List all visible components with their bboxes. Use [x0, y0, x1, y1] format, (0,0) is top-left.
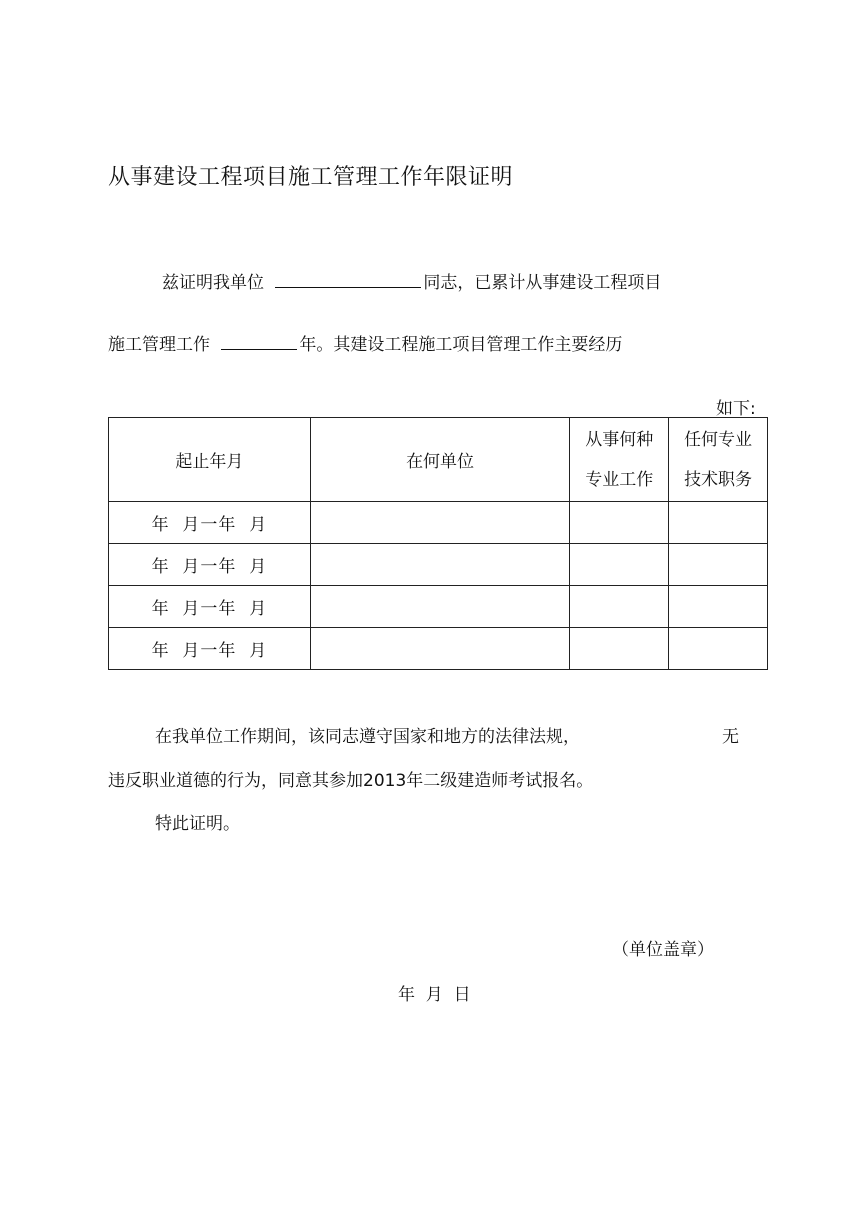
row-unit[interactable]: [310, 628, 570, 670]
header-work-line-2: 专业工作: [585, 469, 654, 490]
table-row: [109, 502, 768, 544]
document-title: 从事建设工程项目施工管理工作年限证明: [108, 165, 514, 190]
row-period: 年 月一年 月: [109, 544, 311, 586]
row-title[interactable]: [669, 544, 768, 586]
row-title[interactable]: [669, 628, 768, 670]
intro-line-2: [108, 330, 622, 355]
intro-line-3: 如下:: [716, 399, 756, 419]
row-work[interactable]: [570, 586, 669, 628]
row-work[interactable]: [570, 544, 669, 586]
intro-line-2-prefix: 施工管理工作: [108, 335, 210, 355]
header-unit: 在何单位: [310, 418, 570, 502]
header-title-line-1: 任何专业: [684, 429, 753, 450]
intro-line-1-mid: 同志，已累计从事建设工程项目: [423, 273, 662, 293]
header-work-line-1: 从事何种: [585, 429, 654, 450]
body-line-1: 在我单位工作期间，该同志遵守国家和地方的法律法规，: [155, 727, 580, 747]
row-unit[interactable]: [310, 544, 570, 586]
name-blank-field[interactable]: [275, 269, 421, 288]
intro-line-1: [162, 268, 661, 293]
intro-line-1-prefix: 兹证明我单位: [162, 273, 264, 293]
header-work-type: [570, 418, 669, 502]
table-row: [109, 586, 768, 628]
row-unit[interactable]: [310, 502, 570, 544]
row-title[interactable]: [669, 586, 768, 628]
table-row: [109, 628, 768, 670]
row-work[interactable]: [570, 502, 669, 544]
body-line-1-end: 无: [722, 727, 739, 747]
years-blank-field[interactable]: [221, 331, 297, 350]
row-work[interactable]: [570, 628, 669, 670]
row-period: 年 月一年 月: [109, 628, 311, 670]
table-row: [109, 544, 768, 586]
work-history-table: [108, 417, 768, 670]
header-title-line-2: 技术职务: [684, 469, 753, 490]
intro-line-2-suffix: 年。其建设工程施工项目管理工作主要经历: [299, 335, 623, 355]
seal-label: （单位盖章）: [612, 940, 714, 960]
header-tech-title: [669, 418, 768, 502]
closing-statement: 特此证明。: [155, 814, 240, 834]
header-period: 起止年月: [109, 418, 311, 502]
body-line-2: 违反职业道德的行为，同意其参加2013年二级建造师考试报名。: [108, 771, 594, 791]
row-period: 年 月一年 月: [109, 586, 311, 628]
table-header-row: [109, 418, 768, 502]
date-line: 年 月 日: [398, 985, 471, 1005]
row-period: 年 月一年 月: [109, 502, 311, 544]
row-title[interactable]: [669, 502, 768, 544]
row-unit[interactable]: [310, 586, 570, 628]
